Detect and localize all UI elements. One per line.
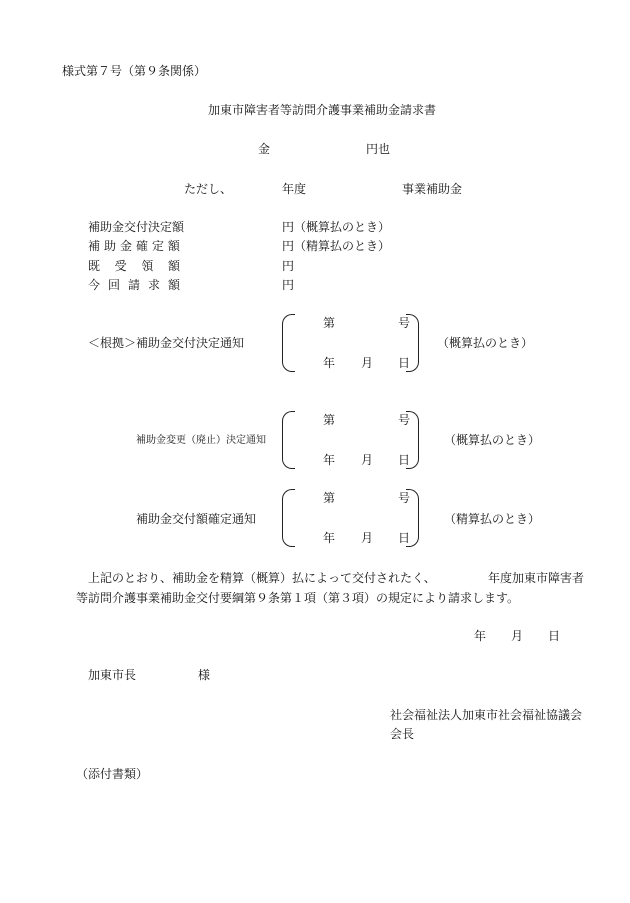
notice-final-label: 補助金交付額確定通知 — [136, 512, 257, 526]
notice-final-gatsu: 月 — [361, 531, 374, 545]
notice-change-gatsu: 月 — [361, 453, 374, 467]
notice-final-nen: 年 — [323, 531, 336, 545]
notice-change-note: （概算払のとき） — [444, 433, 541, 447]
row-request-amount-label: 今 回 請 求 額 — [88, 278, 180, 292]
notice-change-go: 号 — [398, 413, 411, 427]
body-text-line1: 上記のとおり、補助金を精算（概算）払によって交付されたく、 — [88, 571, 436, 585]
attachments-label: （添付書類） — [76, 767, 149, 781]
body-text-line2: 等訪問介護事業補助金交付要綱第９条第１項（第３項）の規定により請求します。 — [76, 591, 520, 605]
subsidy-name-label: 事業補助金 — [402, 182, 463, 196]
row-decision-amount-yen: 円 — [282, 220, 295, 234]
notice-change-right-bracket — [406, 411, 419, 469]
notice-final-right-bracket — [406, 489, 419, 547]
notice-basis-nichi: 日 — [398, 356, 411, 370]
notice-basis-go: 号 — [398, 316, 411, 330]
row-confirmed-amount-yen: 円 — [282, 239, 295, 253]
row-confirmed-amount-label: 補 助 金 確 定 額 — [88, 239, 180, 253]
notice-change-label: 補助金変更（廃止）決定通知 — [136, 435, 266, 446]
notice-basis-dai: 第 — [323, 316, 336, 330]
row-confirmed-amount-note: （精算払のとき） — [294, 239, 391, 253]
notice-basis-gatsu: 月 — [361, 356, 374, 370]
request-date-nen: 年 — [474, 629, 487, 643]
row-decision-amount-note: （概算払のとき） — [294, 220, 391, 234]
fiscal-year-label: 年度 — [282, 182, 307, 196]
form-number: 様式第７号（第９条関係） — [62, 64, 207, 78]
notice-final-dai: 第 — [323, 491, 336, 505]
notice-basis-label: ＜根拠＞補助金交付決定通知 — [88, 336, 245, 350]
notice-final-left-bracket — [282, 489, 295, 547]
row-decision-amount-label: 補助金交付決定額 — [88, 220, 185, 234]
row-received-amount-label: 既 受 領 額 — [88, 259, 180, 273]
notice-basis-note: （概算払のとき） — [437, 336, 534, 350]
body-text-line1-year: 年度加東市障害者 — [488, 571, 585, 585]
notice-final-go: 号 — [398, 491, 411, 505]
applicant-organization: 社会福祉法人加東市社会福祉協議会 — [390, 708, 583, 722]
notice-basis-right-bracket — [406, 314, 419, 372]
notice-change-dai: 第 — [323, 413, 336, 427]
row-request-amount-yen: 円 — [282, 278, 295, 292]
addressee-name: 加東市長 — [88, 668, 137, 682]
notice-change-nen: 年 — [323, 453, 336, 467]
notice-final-note: （精算払のとき） — [444, 512, 541, 526]
applicant-title: 会長 — [390, 727, 415, 741]
amount-kin-label: 金 — [258, 142, 271, 156]
request-date-gatsu: 月 — [511, 629, 524, 643]
row-received-amount-yen: 円 — [282, 259, 295, 273]
tadashi-label: ただし、 — [184, 182, 233, 196]
notice-basis-nen: 年 — [323, 356, 336, 370]
notice-basis-left-bracket — [282, 314, 295, 372]
notice-final-nichi: 日 — [398, 531, 411, 545]
notice-change-nichi: 日 — [398, 453, 411, 467]
addressee-sama: 様 — [198, 668, 211, 682]
notice-change-left-bracket — [282, 411, 295, 469]
request-date-nichi: 日 — [548, 629, 561, 643]
amount-yen-label: 円也 — [366, 142, 391, 156]
document-title: 加東市障害者等訪問介護事業補助金請求書 — [208, 103, 437, 117]
